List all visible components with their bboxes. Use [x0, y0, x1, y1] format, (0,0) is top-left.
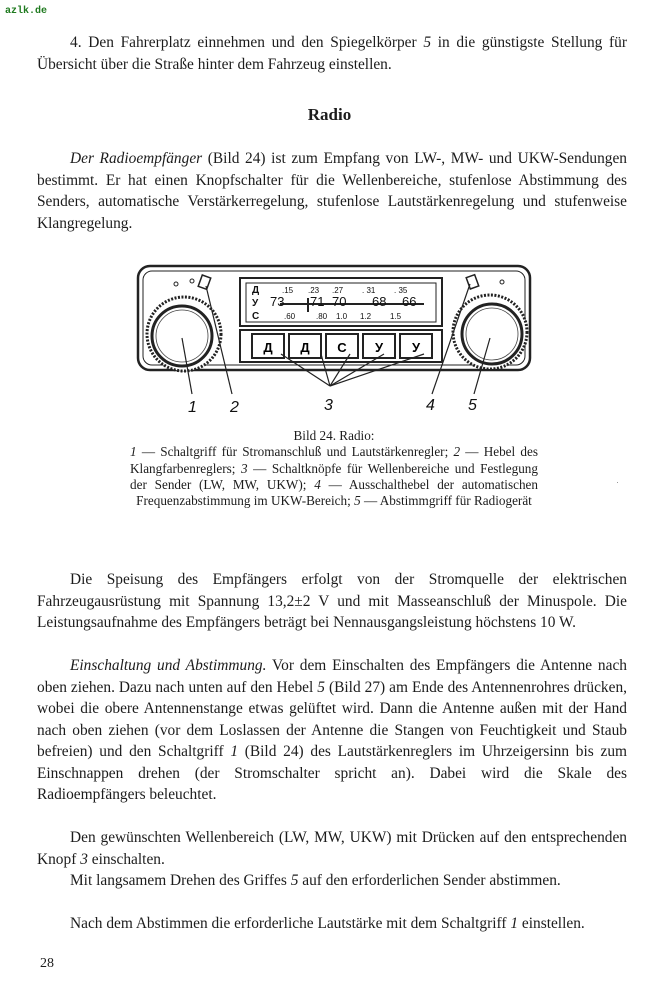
caption-text-2: — Hebel des Klangfarbenreglers;: [130, 444, 538, 476]
switch-on-text-b: (Bild 27) am Ende des Antennenrohres drücken, wobei die obere Antennenstange etwas gelüftet wird. Dann die Antenne außen mit der Hand nach oben ziehen (vor dem Loslassen der Antenne die Stangen von Feuchtigkeit und Staub befreien) und den Schaltgriff: [37, 678, 627, 760]
caption-text-4: — Ausschalthebel der automatischen Frequenzabstimmung im UKW-Bereich;: [136, 476, 538, 509]
radio-term: Der Radioempfänger: [70, 150, 203, 167]
dial-band-label: У: [252, 298, 259, 309]
radio-figure: [132, 262, 532, 422]
preset-button-label: Д: [300, 340, 310, 355]
caption-text-1: — Schaltgriff für Stromanschluß und Lautstärkenregler;: [136, 444, 454, 460]
section-heading: Radio: [307, 105, 352, 124]
dial-band-label: Д: [252, 285, 260, 296]
volume-text-b: einstellen.: [518, 915, 585, 932]
tune-paragraph: [37, 870, 627, 892]
caption-text-5: — Abstimmgriff für Radiogerät: [360, 493, 532, 509]
caption-text-3: — Schaltknöpfe für Wellenbereiche und Festlegung der Sender (LW, MW, UKW);: [130, 460, 538, 492]
dial-scale-mark: 70: [332, 294, 347, 309]
preset-button-label: У: [411, 340, 421, 355]
preset-button-label: Д: [263, 340, 273, 355]
switch-on-text-c: (Bild 24) des Lautstärkenreglers im Uhrzeigersinn bis zum Einschnappen drehen (der Stromschalter spricht an). Dabei wird die Skale des Radioempfängers beleuchtet.: [37, 743, 627, 803]
dial-scale-mark: 73: [270, 294, 285, 309]
preset-button-label: У: [374, 340, 384, 355]
callout-4: 4: [426, 397, 435, 414]
dial-scale-mark: 1.0: [336, 312, 348, 321]
switch-on-ref-2: 1: [230, 743, 239, 760]
band-paragraph: [37, 827, 627, 870]
dial-scale-mark: .27: [332, 286, 344, 295]
tune-ref: 5: [290, 872, 299, 889]
tune-text-b: auf den erforderlichen Sender abstimmen.: [298, 872, 561, 889]
callout-2: 2: [230, 399, 239, 416]
preset-button[interactable]: [400, 334, 432, 358]
power-text: Die Speisung des Empfängers erfolgt von der Stromquelle der elektrischen Fahrzeugausrüstung mit Spannung 13,2±2 V und mit Masseanschluß der Minuspole. Die Leistungsaufnahme des Empfängers beträgt bei Nennausgangsleistung höchstens 10 W.: [37, 571, 627, 631]
band-text-a: Den gewünschten Wellenbereich (LW, MW, UKW) mit Drücken auf den entsprechenden Knopf: [37, 829, 627, 868]
watermark: azlk.de: [5, 6, 48, 17]
intro-ref: 5: [423, 34, 432, 51]
intro-text: 4. Den Fahrerplatz einnehmen und den Spiegelkörper: [70, 34, 424, 51]
volume-paragraph: [37, 913, 627, 935]
page-number: 28: [40, 956, 54, 971]
preset-button[interactable]: [363, 334, 395, 358]
dial-scale-mark: . 31: [362, 286, 376, 295]
dial-scale-mark: 1.2: [360, 312, 372, 321]
caption-title: Bild 24. Radio:: [293, 428, 375, 443]
caption-num-3: 3: [240, 460, 248, 476]
dial-scale-mark: 68: [372, 294, 387, 309]
preset-button[interactable]: [289, 334, 321, 358]
preset-button[interactable]: [252, 334, 284, 358]
callout-3: 3: [324, 397, 333, 414]
intro-text-2: in die günstigste Stellung für Übersicht über die Straße hinter dem Fahrzeug einstellen.: [37, 34, 627, 73]
callout-5: 5: [468, 397, 477, 414]
figure-caption: [130, 428, 538, 509]
dial-scale-mark: .23: [308, 286, 320, 295]
dial-band-label: С: [252, 311, 260, 322]
dial-scale-mark: .80: [316, 312, 328, 321]
dial-scale-mark: .60: [284, 312, 296, 321]
caption-num-4: 4: [314, 476, 321, 492]
switch-on-text-a: Vor dem Einschalten des Empfängers die Antenne nach oben ziehen. Dazu nach unten auf den Hebel: [37, 657, 627, 696]
radio-intro-text: (Bild 24) ist zum Empfang von LW-, MW- und UKW-Sendungen bestimmt. Er hat einen Knopfschalter für die Wellenbereiche, stufenlose Abstimmung des Senders, automatische Verstärkerregelung, stufenlose Lautstärkenregelung und stufenweise Klangregelung.: [37, 150, 628, 232]
radio-intro-paragraph: [37, 148, 627, 234]
volume-text-a: Nach dem Abstimmen die erforderliche Lautstärke mit dem Schaltgriff: [70, 915, 511, 932]
dial-scale-mark: .15: [282, 286, 294, 295]
dial-scale-mark: 71: [310, 294, 325, 309]
band-ref: 3: [80, 850, 88, 868]
preset-button[interactable]: [326, 334, 358, 358]
volume-ref: 1: [510, 915, 519, 932]
caption-num-2: 2: [453, 444, 461, 460]
caption-body: [130, 444, 538, 509]
dial-scale-mark: 66: [402, 294, 417, 309]
caption-num-1: 1: [130, 444, 137, 460]
dial-scale-mark: 1.5: [390, 312, 402, 321]
scan-speck: [617, 482, 618, 483]
switch-on-ref-1: 5: [317, 678, 325, 696]
band-text-b: einschalten.: [87, 850, 165, 868]
callout-1: 1: [188, 399, 197, 416]
switch-on-paragraph: [37, 655, 627, 806]
intro-paragraph: [37, 32, 627, 75]
caption-num-5: 5: [354, 493, 361, 509]
dial-scale-mark: . 35: [394, 286, 408, 295]
tune-text-a: Mit langsamem Drehen des Griffes: [70, 872, 291, 889]
preset-button-label: С: [337, 340, 347, 355]
switch-on-title: Einschaltung und Abstimmung.: [70, 657, 267, 674]
power-paragraph: [37, 569, 627, 634]
